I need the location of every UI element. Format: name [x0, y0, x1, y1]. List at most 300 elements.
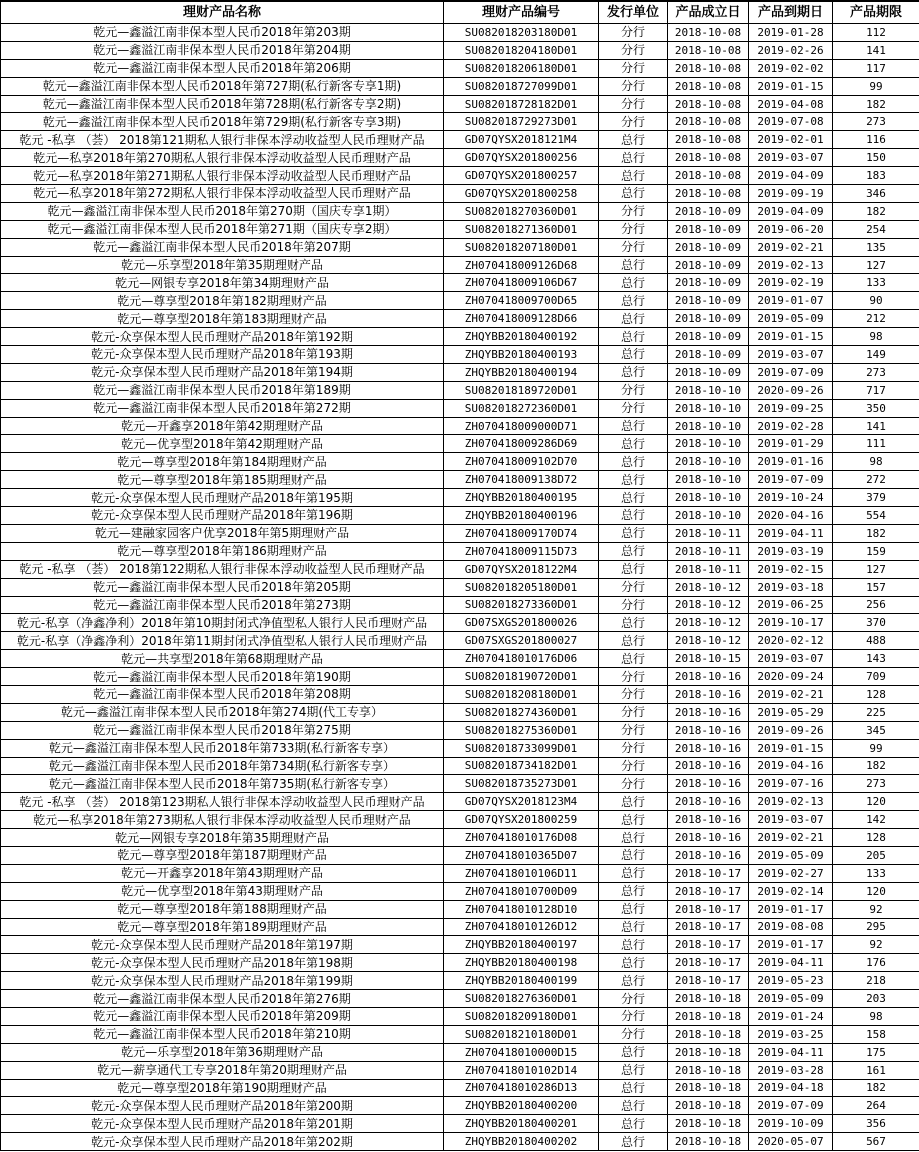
cell-product-code: ZH070418009000D71: [444, 417, 599, 435]
cell-term-days: 150: [833, 149, 919, 167]
cell-product-name: 乾元-众享保本型人民币理财产品2018年第197期: [1, 936, 444, 954]
cell-issuing-unit: 总行: [599, 167, 668, 185]
cell-maturity-date: 2019-07-09: [749, 471, 833, 489]
cell-product-code: ZHQYBB20180400195: [444, 489, 599, 507]
cell-issuing-unit: 总行: [599, 650, 668, 668]
cell-establish-date: 2018-10-11: [668, 524, 749, 542]
cell-maturity-date: 2019-03-07: [749, 650, 833, 668]
cell-establish-date: 2018-10-09: [668, 328, 749, 346]
table-row: [1, 811, 919, 829]
cell-maturity-date: 2019-05-09: [749, 990, 833, 1008]
cell-issuing-unit: 总行: [599, 972, 668, 990]
cell-issuing-unit: 分行: [599, 757, 668, 775]
cell-establish-date: 2018-10-12: [668, 596, 749, 614]
table-row: [1, 399, 919, 417]
cell-term-days: 264: [833, 1097, 919, 1115]
cell-establish-date: 2018-10-16: [668, 685, 749, 703]
cell-term-days: 128: [833, 685, 919, 703]
cell-product-code: SU082018210180D01: [444, 1025, 599, 1043]
cell-product-name: 乾元-众享保本型人民币理财产品2018年第195期: [1, 489, 444, 507]
cell-maturity-date: 2019-03-07: [749, 346, 833, 364]
cell-issuing-unit: 分行: [599, 238, 668, 256]
cell-issuing-unit: 总行: [599, 793, 668, 811]
cell-product-code: ZH070418009115D73: [444, 542, 599, 560]
cell-issuing-unit: 总行: [599, 1115, 668, 1133]
table-row: [1, 292, 919, 310]
cell-term-days: 98: [833, 453, 919, 471]
cell-issuing-unit: 总行: [599, 1079, 668, 1097]
cell-product-code: ZH070418009126D68: [444, 256, 599, 274]
cell-product-name: 乾元—优享型2018年第42期理财产品: [1, 435, 444, 453]
table-row: [1, 59, 919, 77]
cell-establish-date: 2018-10-08: [668, 59, 749, 77]
cell-product-name: 乾元—尊享型2018年第188期理财产品: [1, 900, 444, 918]
table-row: [1, 274, 919, 292]
cell-issuing-unit: 分行: [599, 399, 668, 417]
cell-establish-date: 2018-10-10: [668, 381, 749, 399]
cell-term-days: 370: [833, 614, 919, 632]
table-row: [1, 77, 919, 95]
col-header-term-days: 产品期限: [833, 1, 919, 24]
table-row: [1, 131, 919, 149]
cell-establish-date: 2018-10-17: [668, 936, 749, 954]
cell-product-name: 乾元—鑫溢江南非保本型人民币2018年第205期: [1, 578, 444, 596]
cell-maturity-date: 2020-09-26: [749, 381, 833, 399]
cell-maturity-date: 2019-01-15: [749, 77, 833, 95]
table-row: [1, 41, 919, 59]
table-row: [1, 596, 919, 614]
cell-product-name: 乾元 -私享 （荟） 2018第123期私人银行非保本浮动收益型人民币理财产品: [1, 793, 444, 811]
cell-issuing-unit: 总行: [599, 417, 668, 435]
cell-product-code: SU082018273360D01: [444, 596, 599, 614]
cell-establish-date: 2018-10-18: [668, 1133, 749, 1151]
col-header-product-code: 理财产品编号: [444, 1, 599, 24]
cell-maturity-date: 2019-01-17: [749, 936, 833, 954]
cell-product-code: SU082018270360D01: [444, 202, 599, 220]
cell-issuing-unit: 分行: [599, 220, 668, 238]
cell-term-days: 350: [833, 399, 919, 417]
table-row: [1, 757, 919, 775]
cell-product-name: 乾元—鑫溢江南非保本型人民币2018年第189期: [1, 381, 444, 399]
cell-issuing-unit: 总行: [599, 507, 668, 525]
cell-issuing-unit: 总行: [599, 918, 668, 936]
cell-establish-date: 2018-10-11: [668, 542, 749, 560]
table-row: [1, 507, 919, 525]
cell-product-name: 乾元-众享保本型人民币理财产品2018年第201期: [1, 1115, 444, 1133]
cell-product-name: 乾元-众享保本型人民币理财产品2018年第196期: [1, 507, 444, 525]
cell-product-code: SU082018271360D01: [444, 220, 599, 238]
cell-product-name: 乾元—鑫溢江南非保本型人民币2018年第204期: [1, 41, 444, 59]
cell-establish-date: 2018-10-09: [668, 238, 749, 256]
cell-maturity-date: 2019-01-24: [749, 1007, 833, 1025]
table-row: [1, 846, 919, 864]
cell-issuing-unit: 总行: [599, 363, 668, 381]
table-row: [1, 1043, 919, 1061]
table-row: [1, 793, 919, 811]
cell-product-name: 乾元—鑫溢江南非保本型人民币2018年第206期: [1, 59, 444, 77]
cell-term-days: 141: [833, 417, 919, 435]
cell-establish-date: 2018-10-08: [668, 131, 749, 149]
cell-establish-date: 2018-10-16: [668, 811, 749, 829]
table-row: [1, 829, 919, 847]
table-row: [1, 328, 919, 346]
cell-maturity-date: 2019-04-11: [749, 954, 833, 972]
table-row: [1, 650, 919, 668]
cell-product-code: ZH070418009170D74: [444, 524, 599, 542]
cell-term-days: 135: [833, 238, 919, 256]
cell-term-days: 127: [833, 256, 919, 274]
cell-product-name: 乾元—鑫溢江南非保本型人民币2018年第735期(私行新客专享）: [1, 775, 444, 793]
cell-issuing-unit: 分行: [599, 775, 668, 793]
cell-product-name: 乾元—尊享型2018年第189期理财产品: [1, 918, 444, 936]
cell-maturity-date: 2019-07-09: [749, 1097, 833, 1115]
cell-maturity-date: 2020-04-16: [749, 507, 833, 525]
cell-product-code: ZHQYBB20180400200: [444, 1097, 599, 1115]
cell-term-days: 273: [833, 363, 919, 381]
cell-issuing-unit: 分行: [599, 685, 668, 703]
cell-establish-date: 2018-10-11: [668, 560, 749, 578]
cell-issuing-unit: 总行: [599, 542, 668, 560]
cell-product-name: 乾元-众享保本型人民币理财产品2018年第198期: [1, 954, 444, 972]
table-row: [1, 113, 919, 131]
cell-maturity-date: 2019-02-26: [749, 41, 833, 59]
cell-product-code: GD07QYSX201800257: [444, 167, 599, 185]
table-row: [1, 95, 919, 113]
cell-maturity-date: 2019-02-02: [749, 59, 833, 77]
cell-maturity-date: 2019-02-19: [749, 274, 833, 292]
cell-product-name: 乾元-私享（净鑫净利）2018年第11期封闭式净值型私人银行人民币理财产品: [1, 632, 444, 650]
table-row: [1, 578, 919, 596]
cell-term-days: 92: [833, 900, 919, 918]
cell-maturity-date: 2019-01-29: [749, 435, 833, 453]
cell-product-code: ZHQYBB20180400194: [444, 363, 599, 381]
cell-term-days: 273: [833, 113, 919, 131]
cell-maturity-date: 2019-03-25: [749, 1025, 833, 1043]
cell-product-code: ZH070418010286D13: [444, 1079, 599, 1097]
cell-issuing-unit: 总行: [599, 524, 668, 542]
cell-establish-date: 2018-10-17: [668, 864, 749, 882]
cell-product-name: 乾元—网银专享2018年第35期理财产品: [1, 829, 444, 847]
cell-issuing-unit: 总行: [599, 954, 668, 972]
cell-establish-date: 2018-10-18: [668, 990, 749, 1008]
cell-maturity-date: 2019-05-09: [749, 310, 833, 328]
cell-term-days: 149: [833, 346, 919, 364]
cell-issuing-unit: 总行: [599, 1133, 668, 1151]
table-row: [1, 614, 919, 632]
table-row: [1, 954, 919, 972]
cell-maturity-date: 2020-02-12: [749, 632, 833, 650]
cell-product-name: 乾元—鑫溢江南非保本型人民币2018年第729期(私行新客专享3期): [1, 113, 444, 131]
cell-maturity-date: 2019-07-09: [749, 363, 833, 381]
cell-term-days: 488: [833, 632, 919, 650]
cell-term-days: 218: [833, 972, 919, 990]
cell-product-name: 乾元—鑫溢江南非保本型人民币2018年第733期(私行新客专享）: [1, 739, 444, 757]
cell-product-code: SU082018735273D01: [444, 775, 599, 793]
cell-term-days: 111: [833, 435, 919, 453]
cell-product-code: SU082018728182D01: [444, 95, 599, 113]
cell-product-name: 乾元—开鑫享2018年第43期理财产品: [1, 864, 444, 882]
cell-product-name: 乾元—尊享型2018年第190期理财产品: [1, 1079, 444, 1097]
cell-term-days: 128: [833, 829, 919, 847]
cell-issuing-unit: 分行: [599, 739, 668, 757]
cell-term-days: 182: [833, 95, 919, 113]
cell-issuing-unit: 总行: [599, 453, 668, 471]
cell-product-code: ZHQYBB20180400199: [444, 972, 599, 990]
cell-maturity-date: 2019-04-18: [749, 1079, 833, 1097]
table-row: [1, 560, 919, 578]
table-row: [1, 256, 919, 274]
cell-product-name: 乾元—鑫溢江南非保本型人民币2018年第274期(代工专享）: [1, 703, 444, 721]
cell-product-code: SU082018734182D01: [444, 757, 599, 775]
cell-product-code: ZHQYBB20180400202: [444, 1133, 599, 1151]
cell-term-days: 182: [833, 524, 919, 542]
table-row: [1, 739, 919, 757]
cell-term-days: 182: [833, 202, 919, 220]
cell-maturity-date: 2019-02-21: [749, 685, 833, 703]
cell-product-name: 乾元—乐享型2018年第36期理财产品: [1, 1043, 444, 1061]
cell-maturity-date: 2019-02-01: [749, 131, 833, 149]
cell-term-days: 176: [833, 954, 919, 972]
cell-issuing-unit: 总行: [599, 346, 668, 364]
table-row: [1, 149, 919, 167]
cell-issuing-unit: 分行: [599, 202, 668, 220]
table-row: [1, 1115, 919, 1133]
cell-product-name: 乾元—鑫溢江南非保本型人民币2018年第270期（国庆专享1期）: [1, 202, 444, 220]
cell-product-name: 乾元—尊享型2018年第186期理财产品: [1, 542, 444, 560]
cell-product-name: 乾元-众享保本型人民币理财产品2018年第199期: [1, 972, 444, 990]
col-header-establish-date: 产品成立日: [668, 1, 749, 24]
cell-issuing-unit: 分行: [599, 24, 668, 42]
cell-maturity-date: 2019-07-08: [749, 113, 833, 131]
cell-maturity-date: 2019-03-28: [749, 1061, 833, 1079]
table-row: [1, 489, 919, 507]
cell-maturity-date: 2019-01-17: [749, 900, 833, 918]
table-row: [1, 775, 919, 793]
cell-maturity-date: 2019-01-16: [749, 453, 833, 471]
cell-product-code: SU082018733099D01: [444, 739, 599, 757]
cell-product-code: SU082018274360D01: [444, 703, 599, 721]
cell-issuing-unit: 总行: [599, 811, 668, 829]
cell-product-name: 乾元—鑫溢江南非保本型人民币2018年第272期: [1, 399, 444, 417]
cell-product-code: SU082018209180D01: [444, 1007, 599, 1025]
cell-maturity-date: 2019-02-15: [749, 560, 833, 578]
cell-maturity-date: 2019-05-09: [749, 846, 833, 864]
cell-product-name: 乾元—尊享型2018年第184期理财产品: [1, 453, 444, 471]
table-row: [1, 167, 919, 185]
table-row: [1, 542, 919, 560]
cell-product-code: ZH070418010128D10: [444, 900, 599, 918]
table-row: [1, 668, 919, 686]
cell-product-code: ZHQYBB20180400197: [444, 936, 599, 954]
cell-term-days: 120: [833, 793, 919, 811]
cell-issuing-unit: 分行: [599, 1025, 668, 1043]
cell-issuing-unit: 分行: [599, 77, 668, 95]
table-row: [1, 524, 919, 542]
header-row: [1, 1, 919, 24]
cell-term-days: 379: [833, 489, 919, 507]
cell-establish-date: 2018-10-09: [668, 202, 749, 220]
table-row: [1, 435, 919, 453]
cell-product-name: 乾元—鑫溢江南非保本型人民币2018年第728期(私行新客专享2期): [1, 95, 444, 113]
cell-product-name: 乾元—私享2018年第273期私人银行非保本浮动收益型人民币理财产品: [1, 811, 444, 829]
cell-product-code: SU082018729273D01: [444, 113, 599, 131]
cell-establish-date: 2018-10-10: [668, 453, 749, 471]
cell-establish-date: 2018-10-17: [668, 954, 749, 972]
table-row: [1, 381, 919, 399]
cell-establish-date: 2018-10-16: [668, 775, 749, 793]
cell-product-code: GD07QYSX201800259: [444, 811, 599, 829]
table-row: [1, 685, 919, 703]
cell-issuing-unit: 总行: [599, 882, 668, 900]
table-row: [1, 990, 919, 1008]
cell-issuing-unit: 总行: [599, 489, 668, 507]
table-row: [1, 900, 919, 918]
cell-term-days: 117: [833, 59, 919, 77]
cell-maturity-date: 2019-05-29: [749, 703, 833, 721]
cell-establish-date: 2018-10-08: [668, 95, 749, 113]
cell-product-code: SU082018204180D01: [444, 41, 599, 59]
cell-term-days: 157: [833, 578, 919, 596]
table-row: [1, 1025, 919, 1043]
cell-establish-date: 2018-10-18: [668, 1061, 749, 1079]
cell-issuing-unit: 分行: [599, 990, 668, 1008]
cell-establish-date: 2018-10-08: [668, 113, 749, 131]
cell-term-days: 133: [833, 864, 919, 882]
cell-product-code: GD07SXGS201800027: [444, 632, 599, 650]
table-row: [1, 202, 919, 220]
cell-product-code: ZH070418010365D07: [444, 846, 599, 864]
cell-product-code: ZH070418009128D66: [444, 310, 599, 328]
cell-product-name: 乾元—鑫溢江南非保本型人民币2018年第208期: [1, 685, 444, 703]
cell-issuing-unit: 总行: [599, 560, 668, 578]
cell-product-name: 乾元—鑫溢江南非保本型人民币2018年第727期(私行新客专享1期): [1, 77, 444, 95]
cell-maturity-date: 2019-04-09: [749, 167, 833, 185]
cell-issuing-unit: 总行: [599, 310, 668, 328]
cell-issuing-unit: 总行: [599, 829, 668, 847]
cell-product-code: SU082018727099D01: [444, 77, 599, 95]
table-row: [1, 1061, 919, 1079]
cell-maturity-date: 2019-04-16: [749, 757, 833, 775]
cell-product-name: 乾元—鑫溢江南非保本型人民币2018年第210期: [1, 1025, 444, 1043]
cell-maturity-date: 2019-01-15: [749, 739, 833, 757]
cell-maturity-date: 2019-02-28: [749, 417, 833, 435]
cell-product-code: SU082018208180D01: [444, 685, 599, 703]
cell-maturity-date: 2019-05-23: [749, 972, 833, 990]
cell-establish-date: 2018-10-09: [668, 292, 749, 310]
cell-product-code: ZH070418010102D14: [444, 1061, 599, 1079]
cell-product-name: 乾元—鑫溢江南非保本型人民币2018年第209期: [1, 1007, 444, 1025]
cell-establish-date: 2018-10-08: [668, 185, 749, 203]
cell-maturity-date: 2019-02-13: [749, 793, 833, 811]
cell-establish-date: 2018-10-18: [668, 1043, 749, 1061]
cell-issuing-unit: 分行: [599, 113, 668, 131]
cell-product-name: 乾元-众享保本型人民币理财产品2018年第202期: [1, 1133, 444, 1151]
cell-issuing-unit: 分行: [599, 668, 668, 686]
cell-product-code: GD07QYSX2018122M4: [444, 560, 599, 578]
table-row: [1, 936, 919, 954]
cell-maturity-date: 2019-03-18: [749, 578, 833, 596]
cell-product-name: 乾元—鑫溢江南非保本型人民币2018年第271期（国庆专享2期）: [1, 220, 444, 238]
cell-issuing-unit: 总行: [599, 471, 668, 489]
cell-term-days: 345: [833, 721, 919, 739]
cell-establish-date: 2018-10-09: [668, 346, 749, 364]
table-row: [1, 417, 919, 435]
cell-product-code: SU082018276360D01: [444, 990, 599, 1008]
table-row: [1, 1133, 919, 1151]
cell-establish-date: 2018-10-12: [668, 614, 749, 632]
table-row: [1, 1097, 919, 1115]
table-row: [1, 471, 919, 489]
cell-establish-date: 2018-10-18: [668, 1097, 749, 1115]
cell-establish-date: 2018-10-08: [668, 149, 749, 167]
cell-issuing-unit: 总行: [599, 149, 668, 167]
cell-product-code: GD07SXGS201800026: [444, 614, 599, 632]
cell-establish-date: 2018-10-18: [668, 1007, 749, 1025]
cell-term-days: 272: [833, 471, 919, 489]
cell-term-days: 133: [833, 274, 919, 292]
cell-establish-date: 2018-10-16: [668, 668, 749, 686]
cell-issuing-unit: 总行: [599, 936, 668, 954]
cell-product-code: ZH070418009286D69: [444, 435, 599, 453]
table-row: [1, 453, 919, 471]
cell-establish-date: 2018-10-17: [668, 918, 749, 936]
cell-product-name: 乾元—鑫溢江南非保本型人民币2018年第207期: [1, 238, 444, 256]
cell-maturity-date: 2019-06-25: [749, 596, 833, 614]
col-header-maturity-date: 产品到期日: [749, 1, 833, 24]
cell-product-code: ZH070418010176D08: [444, 829, 599, 847]
cell-term-days: 159: [833, 542, 919, 560]
cell-issuing-unit: 总行: [599, 846, 668, 864]
cell-term-days: 158: [833, 1025, 919, 1043]
cell-maturity-date: 2019-03-19: [749, 542, 833, 560]
cell-establish-date: 2018-10-16: [668, 757, 749, 775]
cell-term-days: 99: [833, 77, 919, 95]
cell-product-name: 乾元—私享2018年第271期私人银行非保本浮动收益型人民币理财产品: [1, 167, 444, 185]
cell-establish-date: 2018-10-09: [668, 363, 749, 381]
cell-maturity-date: 2019-01-15: [749, 328, 833, 346]
cell-term-days: 175: [833, 1043, 919, 1061]
cell-establish-date: 2018-10-10: [668, 489, 749, 507]
cell-product-name: 乾元—鑫溢江南非保本型人民币2018年第190期: [1, 668, 444, 686]
cell-product-code: SU082018206180D01: [444, 59, 599, 77]
cell-establish-date: 2018-10-08: [668, 24, 749, 42]
cell-issuing-unit: 总行: [599, 1097, 668, 1115]
cell-term-days: 346: [833, 185, 919, 203]
cell-issuing-unit: 总行: [599, 256, 668, 274]
cell-term-days: 717: [833, 381, 919, 399]
cell-maturity-date: 2020-09-24: [749, 668, 833, 686]
cell-establish-date: 2018-10-16: [668, 846, 749, 864]
cell-establish-date: 2018-10-12: [668, 632, 749, 650]
cell-product-code: ZH070418010106D11: [444, 864, 599, 882]
cell-product-name: 乾元—开鑫享2018年第42期理财产品: [1, 417, 444, 435]
cell-establish-date: 2018-10-10: [668, 507, 749, 525]
cell-issuing-unit: 总行: [599, 1043, 668, 1061]
cell-term-days: 116: [833, 131, 919, 149]
cell-establish-date: 2018-10-17: [668, 882, 749, 900]
cell-product-name: 乾元 -私享 （荟） 2018第122期私人银行非保本浮动收益型人民币理财产品: [1, 560, 444, 578]
table-body: [1, 24, 919, 1151]
table-row: [1, 864, 919, 882]
cell-product-name: 乾元-众享保本型人民币理财产品2018年第194期: [1, 363, 444, 381]
cell-maturity-date: 2019-03-07: [749, 149, 833, 167]
cell-product-code: ZH070418010176D06: [444, 650, 599, 668]
cell-establish-date: 2018-10-12: [668, 578, 749, 596]
cell-establish-date: 2018-10-18: [668, 1079, 749, 1097]
cell-maturity-date: 2019-02-14: [749, 882, 833, 900]
cell-product-code: GD07QYSX201800256: [444, 149, 599, 167]
cell-establish-date: 2018-10-09: [668, 256, 749, 274]
